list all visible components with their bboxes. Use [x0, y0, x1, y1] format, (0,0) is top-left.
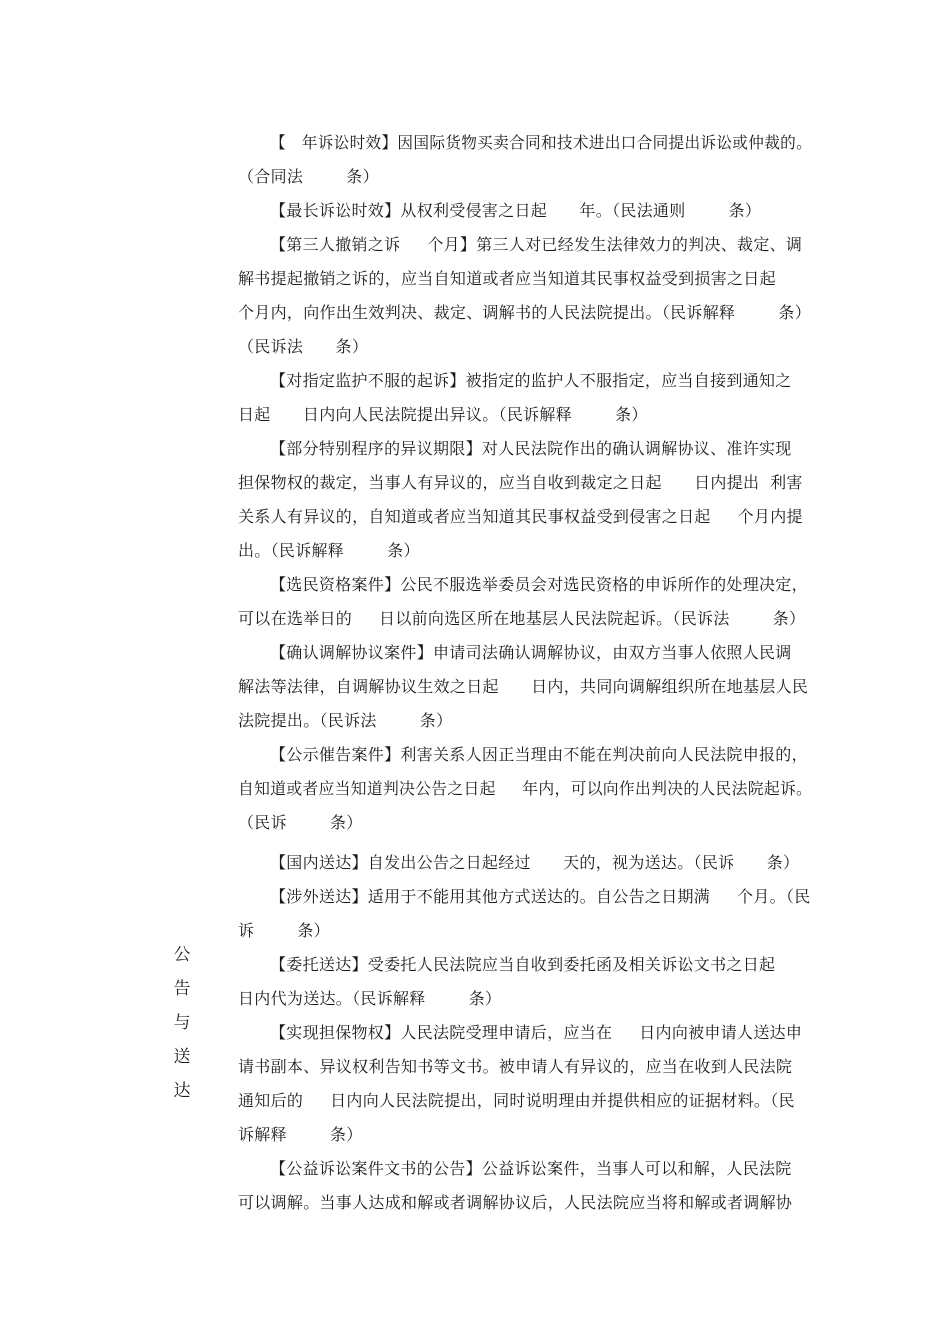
- text-line: 解书提起撤销之诉的，应当自知道或者应当知道其民事权益受到损害之日起: [238, 269, 776, 288]
- text-line: （民诉 条）: [238, 813, 363, 832]
- text-line: 个月内，向作出生效判决、裁定、调解书的人民法院提出。（民诉解释 条）: [238, 303, 811, 322]
- text-line: 通知后的 日内向人民法院提出，同时说明理由并提供相应的证据材料。（民: [238, 1091, 795, 1110]
- text-line: 自知道或者应当知道判决公告之日起 年内，可以向作出判决的人民法院起诉。: [238, 779, 813, 798]
- text-line: 关系人有异议的，自知道或者应当知道其民事权益受到侵害之日起 个月内提: [238, 507, 803, 526]
- side-label-char: 达: [173, 1081, 191, 1101]
- section-side-label: [170, 938, 194, 1108]
- text-line: 日起 日内向人民法院提出异议。（民诉解释 条）: [238, 405, 648, 424]
- text-line: 诉解释 条）: [238, 1125, 363, 1144]
- text-line: 诉 条）: [238, 921, 330, 940]
- text-line: 【公示催告案件】利害关系人因正当理由不能在判决前向人民法院申报的，: [270, 745, 808, 764]
- text-line: 担保物权的裁定，当事人有异议的，应当自收到裁定之日起 日内提出 利害: [238, 473, 803, 492]
- text-line: 【对指定监护不服的起诉】被指定的监护人不服指定，应当自接到通知之: [270, 371, 792, 390]
- text-line: 【委托送达】受委托人民法院应当自收到委托函及相关诉讼文书之日起: [270, 955, 776, 974]
- text-line: 【部分特别程序的异议期限】对人民法院作出的确认调解协议、准许实现: [270, 439, 792, 458]
- text-line: 【确认调解协议案件】申请司法确认调解协议，由双方当事人依照人民调: [270, 643, 792, 662]
- text-line: （合同法 条）: [238, 167, 379, 186]
- text-line: 【国内送达】自发出公告之日起经过 天的，视为送达。（民诉 条）: [270, 853, 800, 872]
- text-line: 请书副本、异议权利告知书等文书。被申请人有异议的，应当在收到人民法院: [238, 1057, 793, 1076]
- side-label-char: 与: [173, 1013, 191, 1033]
- text-line: 出。（民诉解释 条）: [238, 541, 420, 560]
- text-line: 【 年诉讼时效】因国际货物买卖合同和技术进出口合同提出诉讼或仲裁的。: [270, 133, 813, 152]
- text-line: 【涉外送达】适用于不能用其他方式送达的。自公告之日期满 个月。（民: [270, 887, 811, 906]
- text-line: 【选民资格案件】公民不服选举委员会对选民资格的申诉所作的处理决定，: [270, 575, 808, 594]
- text-line: 解法等法律，自调解协议生效之日起 日内，共同向调解组织所在地基层人民: [238, 677, 809, 696]
- text-line: 【第三人撤销之诉 个月】第三人对已经发生法律效力的判决、裁定、调: [270, 235, 803, 254]
- text-line: 【公益诉讼案件文书的公告】公益诉讼案件，当事人可以和解，人民法院: [270, 1159, 792, 1178]
- text-line: 【实现担保物权】人民法院受理申请后，应当在 日内向被申请人送达申: [270, 1023, 803, 1042]
- side-label-char: 告: [173, 979, 191, 999]
- text-line: 日内代为送达。（民诉解释 条）: [238, 989, 502, 1008]
- text-line: 可以在选举日的 日以前向选区所在地基层人民法院起诉。（民诉法 条）: [238, 609, 806, 628]
- side-label-char: 公: [173, 945, 191, 965]
- text-line: 【最长诉讼时效】从权利受侵害之日起 年。（民法通则 条）: [270, 201, 762, 220]
- side-label-char: 送: [173, 1047, 191, 1067]
- text-line: （民诉法 条）: [238, 337, 369, 356]
- text-line: 可以调解。当事人达成和解或者调解协议后，人民法院应当将和解或者调解协: [238, 1193, 793, 1212]
- text-line: 法院提出。（民诉法 条）: [238, 711, 453, 730]
